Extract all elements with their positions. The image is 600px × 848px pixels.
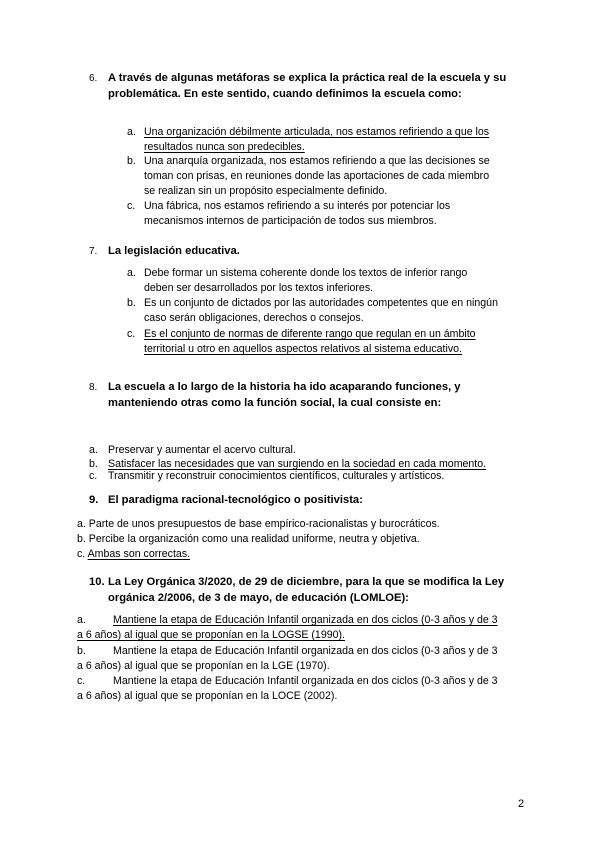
- q6-option-b-line1: Una anarquía organizada, nos estamos refiriendo a que las decisiones se: [144, 155, 490, 167]
- q9-number: 9.: [89, 494, 99, 506]
- q7-option-a-text: [144, 266, 467, 296]
- q10-option-c-line2: a 6 años) al igual que se proponían en la LOCE (2002).: [77, 690, 338, 702]
- q10-option-b-line2: a 6 años) al igual que se proponían en la LGE (1970).: [77, 660, 330, 672]
- q7-option-c-line2: territorial u otro en aquellos aspectos relativos al sistema educativo.: [144, 343, 462, 355]
- q6-option-b-text: [144, 154, 490, 199]
- q8-number: 8.: [89, 382, 98, 393]
- q7-option-a-line1: Debe formar un sistema coherente donde los textos de inferior rango: [144, 267, 468, 279]
- q10-option-b-text: [77, 644, 522, 674]
- q10-option-b-line1: Mantiene la etapa de Educación Infantil organizada en dos ciclos (0-3 años y de 3: [113, 645, 498, 657]
- q8-option-c-label: c.: [89, 470, 98, 482]
- q7-option-b-line2: caso serán obligaciones, derechos o consejos.: [144, 312, 364, 324]
- q8-option-a-text: Preservar y aumentar el acervo cultural.: [108, 444, 296, 456]
- q6-option-a-line2: resultados nunca son predecibles.: [144, 141, 305, 153]
- q7-option-a-label: a.: [127, 267, 136, 279]
- q7-option-b-label: b.: [127, 297, 136, 309]
- q8-option-c-text: Transmitir y reconstruir conocimientos científicos, culturales y artísticos.: [108, 470, 445, 482]
- q7-option-c-line1: Es el conjunto de normas de diferente rango que regulan en un ámbito: [144, 328, 476, 340]
- q10-option-a-line2: a 6 años) al igual que se proponían en la LOGSE (1990).: [77, 629, 345, 641]
- q6-text: [108, 70, 506, 102]
- q6-text-line2: problemática. En este sentido, cuando definimos la escuela como:: [108, 88, 462, 100]
- q10-text-line2: orgánica 2/2006, de 3 de mayo, de educación (LOMLOE):: [108, 592, 409, 604]
- q10-option-a-label: a.: [77, 614, 86, 626]
- q6-option-a-text: [144, 125, 489, 155]
- q9-option-a[interactable]: a. Parte de unos presupuestos de base empírico-racionalistas y burocráticos.: [77, 518, 440, 530]
- q7-option-c-label: c.: [127, 328, 136, 340]
- q10-option-b-label: b.: [77, 645, 86, 657]
- q7-text: La legislación educativa.: [108, 245, 240, 257]
- q7-option-a-line2: deben ser desarrollados por los textos inferiores.: [144, 282, 374, 294]
- page-number: 2: [518, 798, 525, 810]
- q6-option-a-line1: Una organización débilmente articulada, nos estamos refiriendo a que los: [144, 126, 490, 138]
- q7-option-b-line1: Es un conjunto de dictados por las autoridades competentes que en ningún: [144, 297, 498, 309]
- q10-text-line1: La Ley Orgánica 3/2020, de 29 de diciembre, para la que se modifica la Ley: [108, 576, 505, 588]
- q6-option-c-label: c.: [127, 200, 136, 212]
- q7-number: 7.: [89, 246, 98, 257]
- q10-option-c-line1: Mantiene la etapa de Educación Infantil organizada en dos ciclos (0-3 años y de 3: [113, 675, 498, 687]
- q10-option-a-text: [77, 613, 522, 643]
- q9-option-b[interactable]: b. Percibe la organización como una realidad uniforme, neutra y objetiva.: [77, 533, 420, 545]
- q7-option-c-text: [144, 327, 476, 357]
- q9-option-c-text: Ambas son correctas.: [87, 548, 191, 560]
- q7-option-b-text: [144, 296, 498, 326]
- q6-option-b-line2: toman con prisas, en reuniones donde las aportaciones de cada miembro: [144, 170, 490, 182]
- q10-number: 10.: [89, 576, 105, 588]
- q6-option-c-line2: mecanismos internos de participación de todos sus miembros.: [144, 215, 437, 227]
- q8-text: [108, 379, 461, 411]
- q6-option-c-text: [144, 199, 450, 229]
- q10-option-c-label: c.: [77, 675, 86, 687]
- q6-option-b-line3: se realizan sin un propósito especialmente definido.: [144, 185, 388, 197]
- q10-option-a-line1: Mantiene la etapa de Educación Infantil organizada en dos ciclos (0-3 años y de 3: [113, 614, 498, 626]
- q9-text: El paradigma racional-tecnológico o positivista:: [108, 494, 363, 506]
- q6-option-c-line1: Una fábrica, nos estamos refiriendo a su interés por potenciar los: [144, 200, 451, 212]
- q6-number: 6.: [89, 73, 98, 84]
- q10-option-c-text: [77, 674, 522, 704]
- q9-option-c-label: c.: [77, 548, 86, 560]
- q9-option-c[interactable]: [77, 547, 190, 562]
- q8-option-b-text: Satisfacer las necesidades que van surgiendo en la sociedad en cada momento.: [108, 458, 487, 470]
- q8-text-line2: manteniendo otras como la función social, la cual consiste en:: [108, 397, 442, 409]
- q8-option-b-label: b.: [89, 458, 98, 470]
- q8-option-a-label: a.: [89, 444, 98, 456]
- q6-text-line1: A través de algunas metáforas se explica la práctica real de la escuela y su: [108, 72, 507, 84]
- q10-text: [108, 574, 504, 606]
- q8-text-line1: La escuela a lo largo de la historia ha ido acaparando funciones, y: [108, 381, 461, 393]
- q6-option-a-label: a.: [127, 126, 136, 138]
- q6-option-b-label: b.: [127, 155, 136, 167]
